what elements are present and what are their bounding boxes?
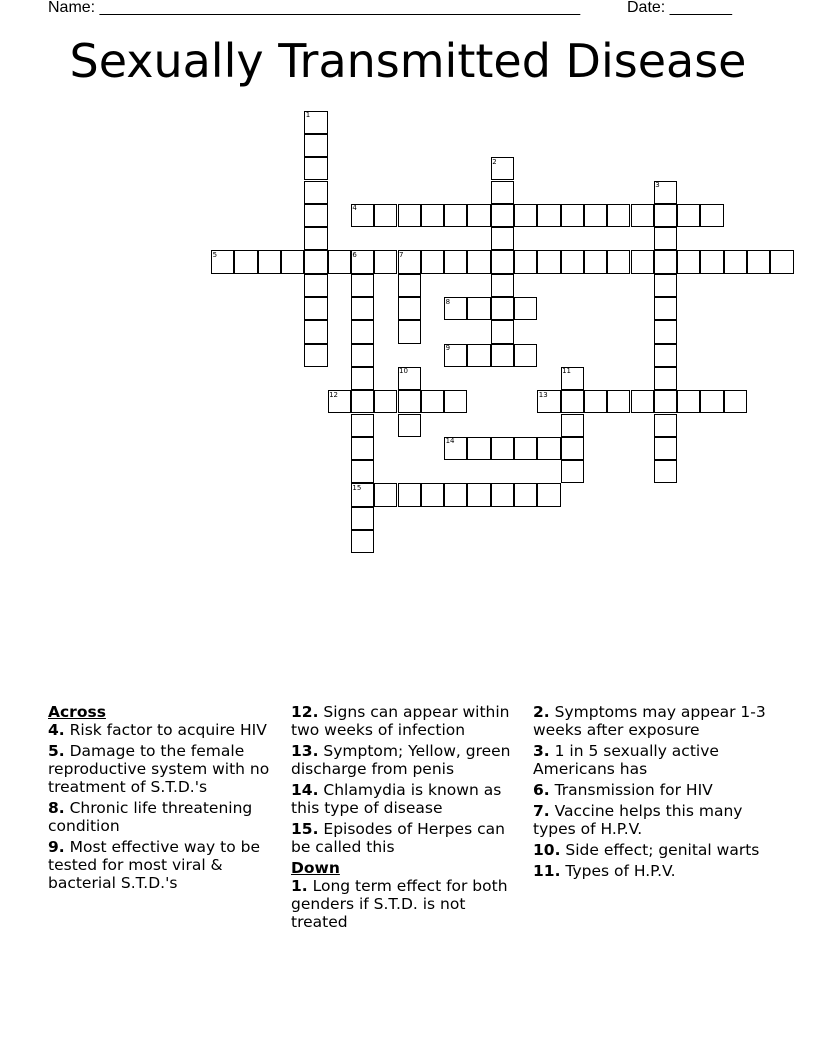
grid-cell[interactable] xyxy=(398,297,421,320)
clue-number: 15 xyxy=(352,483,362,492)
grid-cell[interactable] xyxy=(374,483,397,506)
clues-column-3 xyxy=(533,703,768,883)
clue-text: Chronic life threatening condition xyxy=(48,799,253,835)
clue xyxy=(291,703,526,739)
clue xyxy=(291,877,526,931)
grid-cell[interactable] xyxy=(304,157,327,180)
clue-text: 1 in 5 sexually active Americans has xyxy=(533,742,719,778)
down-clue-list xyxy=(291,877,526,931)
grid-cell[interactable] xyxy=(467,204,490,227)
grid-cell[interactable] xyxy=(607,390,630,413)
clue-number: 9 xyxy=(445,344,451,353)
grid-cell[interactable] xyxy=(398,320,421,343)
clue xyxy=(533,742,768,778)
clue xyxy=(48,721,273,739)
across-clue-list xyxy=(48,721,273,892)
grid-cell[interactable] xyxy=(631,390,654,413)
grid-cell[interactable] xyxy=(584,390,607,413)
grid-cell[interactable] xyxy=(561,204,584,227)
grid-cell[interactable] xyxy=(467,250,490,273)
grid-cell[interactable] xyxy=(374,390,397,413)
grid-cell[interactable] xyxy=(444,250,467,273)
clue-number: 4. xyxy=(48,721,65,739)
clue xyxy=(533,703,768,739)
clue-text: Episodes of Herpes can be called this xyxy=(291,820,505,856)
grid-cell[interactable] xyxy=(514,437,537,460)
grid-cell[interactable] xyxy=(654,460,677,483)
grid-cell[interactable] xyxy=(398,274,421,297)
grid-cell[interactable] xyxy=(654,227,677,250)
clues-column-1 xyxy=(48,703,273,895)
grid-cell[interactable] xyxy=(654,204,677,227)
down-clue-list-continued xyxy=(533,703,768,880)
clue-text: Signs can appear within two weeks of infection xyxy=(291,703,510,739)
clue-number: 3. xyxy=(533,742,550,760)
grid-cell[interactable] xyxy=(631,250,654,273)
grid-cell[interactable] xyxy=(654,367,677,390)
grid-cell[interactable] xyxy=(304,250,327,273)
grid-cell[interactable] xyxy=(351,530,374,553)
date-field: Date: _______ xyxy=(627,0,732,16)
clue xyxy=(291,820,526,856)
grid-cell[interactable] xyxy=(537,250,560,273)
clue-text: Damage to the female reproductive system with no treatment of S.T.D.'s xyxy=(48,742,270,796)
grid-cell[interactable] xyxy=(351,390,374,413)
grid-cell[interactable] xyxy=(351,344,374,367)
grid-cell[interactable] xyxy=(677,250,700,273)
grid-cell[interactable] xyxy=(444,204,467,227)
name-field: Name: ______________________________________________________ xyxy=(48,0,581,16)
clue-text: Most effective way to be tested for most viral & bacterial S.T.D.'s xyxy=(48,838,260,892)
grid-cell[interactable] xyxy=(374,204,397,227)
clue-number: 10. xyxy=(533,841,561,859)
grid-cell[interactable] xyxy=(304,297,327,320)
clue-number: 8. xyxy=(48,799,65,817)
grid-cell[interactable] xyxy=(514,297,537,320)
grid-cell[interactable] xyxy=(724,390,747,413)
grid-cell[interactable] xyxy=(491,344,514,367)
clue-number: 1. xyxy=(291,877,308,895)
grid-cell[interactable] xyxy=(351,414,374,437)
grid-cell[interactable] xyxy=(304,274,327,297)
clue xyxy=(291,781,526,817)
grid-cell[interactable] xyxy=(537,483,560,506)
grid-cell[interactable] xyxy=(654,344,677,367)
grid-cell[interactable] xyxy=(654,437,677,460)
grid-cell[interactable] xyxy=(467,297,490,320)
clue-text: Risk factor to acquire HIV xyxy=(64,721,267,739)
clue-text: Long term effect for both genders if S.T.D. is not treated xyxy=(291,877,508,931)
grid-cell[interactable] xyxy=(584,250,607,273)
grid-cell[interactable] xyxy=(537,437,560,460)
clue-number: 13. xyxy=(291,742,319,760)
grid-cell[interactable] xyxy=(281,250,304,273)
grid-cell[interactable] xyxy=(654,390,677,413)
grid-cell[interactable] xyxy=(444,483,467,506)
clue-number: 13 xyxy=(538,390,548,399)
clue-text: Chlamydia is known as this type of disease xyxy=(291,781,502,817)
clue xyxy=(533,841,768,859)
grid-cell[interactable] xyxy=(467,437,490,460)
clue-number: 10 xyxy=(399,367,408,376)
clue-number: 6. xyxy=(533,781,550,799)
clue-number: 14. xyxy=(291,781,319,799)
grid-cell[interactable] xyxy=(398,414,421,437)
grid-cell[interactable] xyxy=(421,483,444,506)
grid-cell[interactable] xyxy=(561,460,584,483)
clue xyxy=(533,802,768,838)
grid-cell[interactable] xyxy=(514,250,537,273)
grid-cell[interactable] xyxy=(561,390,584,413)
grid-cell[interactable] xyxy=(351,274,374,297)
grid-cell[interactable] xyxy=(654,250,677,273)
across-heading: Across xyxy=(48,703,106,721)
grid-cell[interactable] xyxy=(561,437,584,460)
grid-cell[interactable] xyxy=(258,250,281,273)
grid-cell[interactable] xyxy=(514,204,537,227)
clue-number: 7 xyxy=(399,250,404,259)
grid-cell[interactable] xyxy=(491,274,514,297)
clue-number: 11. xyxy=(533,862,561,880)
grid-cell[interactable] xyxy=(351,460,374,483)
grid-cell[interactable] xyxy=(491,181,514,204)
grid-cell[interactable] xyxy=(491,297,514,320)
clue-number: 5 xyxy=(212,250,218,259)
grid-cell[interactable] xyxy=(537,204,560,227)
grid-cell[interactable] xyxy=(444,390,467,413)
clue xyxy=(48,799,273,835)
clue-number: 14 xyxy=(445,437,455,446)
grid-cell[interactable] xyxy=(747,250,770,273)
grid-cell[interactable] xyxy=(514,344,537,367)
grid-cell[interactable] xyxy=(304,181,327,204)
grid-cell[interactable] xyxy=(351,507,374,530)
down-heading: Down xyxy=(291,859,340,877)
clue-number: 12 xyxy=(329,390,339,399)
clue xyxy=(48,742,273,796)
grid-cell[interactable] xyxy=(724,250,747,273)
grid-cell[interactable] xyxy=(351,320,374,343)
grid-cell[interactable] xyxy=(421,204,444,227)
clue xyxy=(533,862,768,880)
clue-text: Types of H.P.V. xyxy=(560,862,676,880)
grid-cell[interactable] xyxy=(677,204,700,227)
clue-number: 9. xyxy=(48,838,65,856)
grid-cell[interactable] xyxy=(654,297,677,320)
grid-cell[interactable] xyxy=(514,483,537,506)
grid-cell[interactable] xyxy=(584,204,607,227)
grid-cell[interactable] xyxy=(491,227,514,250)
grid-cell[interactable] xyxy=(654,274,677,297)
clue-number: 11 xyxy=(562,367,572,376)
clue xyxy=(291,742,526,778)
grid-cell[interactable] xyxy=(351,437,374,460)
clue-number: 3 xyxy=(655,181,660,189)
clue-number: 6 xyxy=(352,250,357,259)
grid-cell[interactable] xyxy=(654,320,677,343)
grid-cell[interactable] xyxy=(700,390,723,413)
clue-number: 7. xyxy=(533,802,550,820)
grid-cell[interactable] xyxy=(491,437,514,460)
grid-cell[interactable] xyxy=(491,204,514,227)
clue xyxy=(533,781,768,799)
grid-cell[interactable] xyxy=(700,204,723,227)
across-clue-list-continued xyxy=(291,703,526,856)
grid-cell[interactable] xyxy=(561,414,584,437)
grid-cell[interactable] xyxy=(304,134,327,157)
grid-cell[interactable] xyxy=(304,320,327,343)
grid-cell[interactable] xyxy=(421,390,444,413)
grid-cell[interactable] xyxy=(398,390,421,413)
grid-cell[interactable] xyxy=(561,250,584,273)
grid-cell[interactable] xyxy=(491,250,514,273)
grid-cell[interactable] xyxy=(700,250,723,273)
clue-number: 2 xyxy=(492,157,497,166)
grid-cell[interactable] xyxy=(351,297,374,320)
grid-cell[interactable] xyxy=(770,250,793,273)
grid-cell[interactable] xyxy=(304,344,327,367)
clue-number: 12. xyxy=(291,703,319,721)
grid-cell[interactable] xyxy=(304,204,327,227)
clue-text: Transmission for HIV xyxy=(549,781,713,799)
grid-cell[interactable] xyxy=(304,227,327,250)
clue-number: 5. xyxy=(48,742,65,760)
grid-cell[interactable] xyxy=(631,204,654,227)
grid-cell[interactable] xyxy=(607,204,630,227)
grid-cell[interactable] xyxy=(398,204,421,227)
clue-text: Vaccine helps this many types of H.P.V. xyxy=(533,802,743,838)
grid-cell[interactable] xyxy=(677,390,700,413)
grid-cell[interactable] xyxy=(491,320,514,343)
clue-text: Symptoms may appear 1-3 weeks after exposure xyxy=(533,703,766,739)
grid-cell[interactable] xyxy=(607,250,630,273)
grid-cell[interactable] xyxy=(467,483,490,506)
grid-cell[interactable] xyxy=(654,414,677,437)
clue-number: 1 xyxy=(305,111,311,120)
clue-text: Side effect; genital warts xyxy=(560,841,760,859)
grid-cell[interactable] xyxy=(467,344,490,367)
grid-cell[interactable] xyxy=(234,250,257,273)
grid-cell[interactable] xyxy=(374,250,397,273)
clue xyxy=(48,838,273,892)
grid-cell[interactable] xyxy=(351,367,374,390)
grid-cell[interactable] xyxy=(421,250,444,273)
grid-cell[interactable] xyxy=(398,483,421,506)
page-title: Sexually Transmitted Disease xyxy=(69,34,747,88)
clue-number: 4 xyxy=(352,204,357,213)
grid-cell[interactable] xyxy=(491,483,514,506)
clues-column-2 xyxy=(291,703,526,934)
clue-number: 8 xyxy=(445,297,451,306)
clue-number: 15. xyxy=(291,820,319,838)
clue-text: Symptom; Yellow, green discharge from penis xyxy=(291,742,511,778)
clue-number: 2. xyxy=(533,703,550,721)
grid-cell[interactable] xyxy=(328,250,351,273)
